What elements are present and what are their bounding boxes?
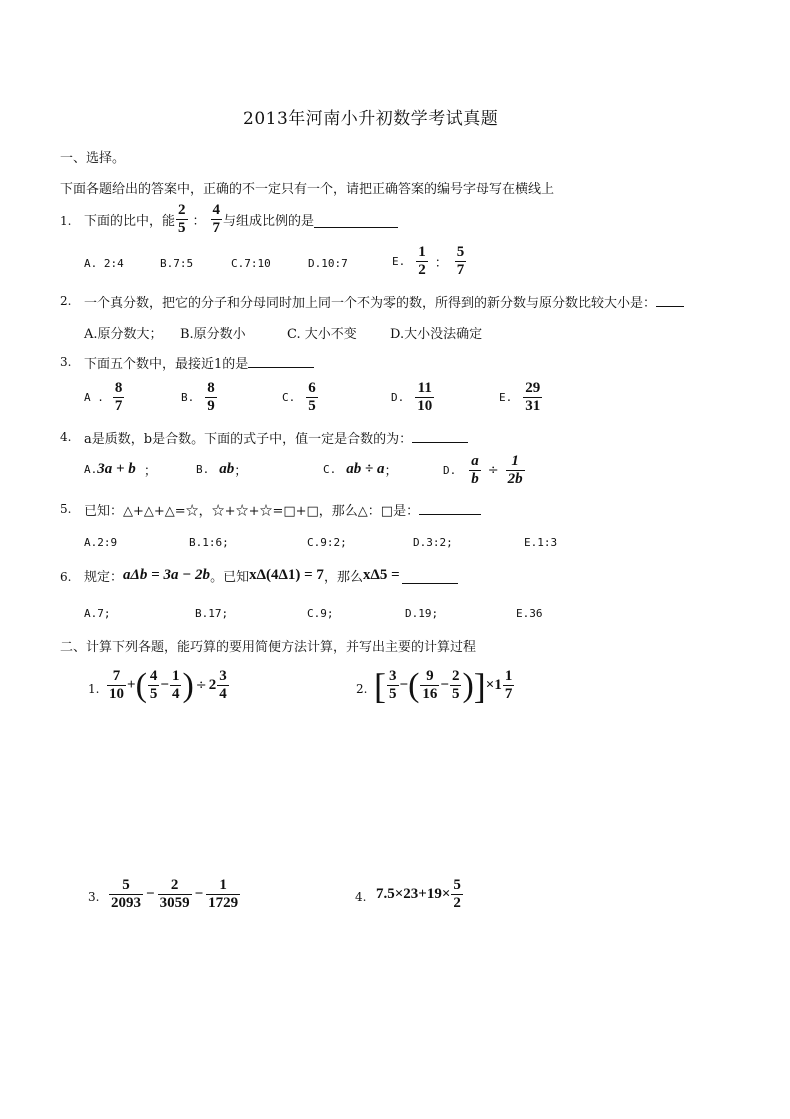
q1-stem-a: 下面的比中，能	[84, 214, 176, 229]
q4-option-a	[84, 460, 157, 479]
calc3-number: 3.	[88, 890, 100, 904]
calc2-lbracket: [	[374, 665, 386, 706]
q2-stem	[84, 292, 684, 311]
q5-answer-blank[interactable]	[419, 513, 481, 515]
q1-frac-a-den: 5	[178, 220, 186, 236]
calc3-frac-2	[158, 877, 192, 912]
q1-option-c: C.7:10	[231, 257, 271, 270]
q4-option-b-expr: ab	[219, 461, 235, 477]
q6-option-a: A.7;	[84, 607, 111, 620]
q1-option-d: D.10:7	[308, 257, 348, 270]
q6-stem-c: ，那么	[323, 570, 363, 585]
q1-stem-b: 与组成比例的是	[223, 214, 315, 229]
q3-option-c-label: C.	[282, 391, 296, 404]
calc1-minus: −	[160, 677, 169, 693]
q1-frac-a-num: 2	[178, 202, 186, 218]
calc2-rbracket: ]	[473, 665, 486, 706]
calc1-frac-1-num: 7	[112, 668, 121, 684]
q2-option-c: C. 大小不变	[287, 327, 357, 342]
section2-heading: 二、计算下列各题，能巧算的要用简便方法计算，并写出主要的计算过程	[60, 640, 477, 655]
calc3-expression	[108, 877, 241, 912]
q4-option-b-label: B.	[196, 463, 210, 476]
q3-option-d-frac	[415, 380, 434, 415]
q1-frac-b-num: 4	[212, 202, 221, 218]
q5-option-a: A.2:9	[84, 536, 118, 549]
q1-option-e-colon: ：	[434, 256, 448, 271]
calc1-frac-2	[148, 668, 160, 703]
calc2-minus-1: −	[399, 677, 409, 693]
q3-option-d	[391, 380, 435, 415]
q4-option-d	[443, 453, 526, 488]
calc4-expression	[376, 877, 464, 912]
q3-option-b-num: 8	[207, 380, 215, 396]
q3-option-e	[499, 380, 543, 415]
calc1-frac-4-den: 4	[219, 686, 227, 702]
q3-option-b-label: B.	[181, 391, 195, 404]
q4-option-d-frac-a	[469, 453, 481, 488]
calc1-frac-3-den: 4	[171, 686, 180, 702]
calc2-frac-3	[450, 668, 462, 703]
q3-stem	[84, 353, 314, 372]
calc2-frac-4-num: 1	[504, 668, 513, 684]
q2-answer-blank[interactable]	[656, 305, 684, 307]
q5-option-c: C.9:2;	[307, 536, 347, 549]
calc1-frac-3	[170, 668, 182, 703]
calc3-frac-3	[206, 877, 240, 912]
q4-option-b-tail: ；	[234, 464, 248, 479]
q1-option-e-frac-b	[455, 244, 467, 279]
calc2-frac-2-num: 9	[426, 668, 434, 684]
q3-option-d-den: 10	[417, 398, 433, 414]
q5-stem	[84, 500, 481, 519]
calc2-expression	[374, 665, 515, 706]
q3-option-a-num: 8	[114, 380, 123, 396]
q1-option-e-frac-b-den: 7	[456, 262, 465, 278]
q1-option-e-frac-a	[416, 244, 428, 279]
calc4-frac	[451, 877, 463, 912]
q2-option-a: A.原分数大；	[84, 327, 163, 342]
calc3-minus-2: −	[194, 886, 204, 902]
calc1-expression	[106, 668, 230, 703]
calc2-lparen: (	[408, 666, 420, 704]
q3-option-c	[282, 380, 319, 415]
q4-option-b	[196, 460, 247, 479]
q1-stem	[84, 202, 398, 237]
q3-answer-blank[interactable]	[248, 366, 314, 368]
q4-option-d-label: D.	[443, 464, 457, 477]
calc3-frac-3-den: 1729	[208, 895, 239, 911]
calc1-lparen: (	[135, 666, 147, 704]
q2-number: 2.	[60, 294, 72, 308]
q4-number: 4.	[60, 430, 72, 444]
q6-stem-a: 规定：	[84, 570, 124, 585]
q5-option-b: B.1:6;	[189, 536, 229, 549]
calc2-whole: 1	[494, 677, 502, 693]
q6-ask: xΔ5 =	[362, 567, 400, 583]
calc2-minus-2: −	[440, 677, 449, 693]
calc1-plus: +	[127, 677, 136, 693]
q4-option-a-tail: ；	[143, 464, 157, 479]
q1-option-a: A. 2:4	[84, 257, 124, 270]
calc3-frac-1	[109, 877, 143, 912]
q3-option-b	[181, 380, 218, 415]
calc1-frac-4	[217, 668, 229, 703]
q6-option-e: E.36	[516, 607, 543, 620]
calc1-frac-2-den: 5	[149, 686, 158, 702]
calc1-div: ÷	[195, 678, 207, 693]
q1-option-e-frac-b-num: 5	[456, 244, 465, 260]
calc3-frac-2-den: 3059	[159, 895, 190, 911]
q3-option-d-label: D.	[391, 391, 405, 404]
calc1-frac-4-num: 3	[219, 668, 227, 684]
q6-option-b: B.17;	[195, 607, 229, 620]
calc2-frac-1	[387, 668, 399, 703]
calc4-expr: 7.5×23+19×	[376, 886, 451, 902]
q1-frac-b	[211, 202, 223, 237]
q4-option-a-expr: 3a + b	[97, 461, 136, 477]
q5-option-e: E.1:3	[524, 536, 558, 549]
q1-colon: ：	[192, 214, 206, 229]
q4-option-c	[323, 460, 398, 479]
q3-option-c-frac	[306, 380, 318, 415]
calc3-frac-1-den: 2093	[111, 895, 141, 911]
calc4-frac-den: 2	[453, 895, 461, 911]
q1-option-e-frac-a-den: 2	[418, 262, 426, 278]
q6-option-c: C.9;	[307, 607, 334, 620]
q3-option-e-num: 29	[525, 380, 541, 396]
calc3-frac-2-num: 2	[170, 877, 179, 893]
calc2-frac-3-den: 5	[451, 686, 460, 702]
q3-option-e-label: E.	[499, 391, 513, 404]
calc1-frac-1	[107, 668, 126, 703]
q1-option-e-label: E.	[392, 255, 406, 268]
q4-option-c-expr: ab ÷ a	[346, 461, 385, 477]
q3-option-b-frac	[205, 380, 217, 415]
calc2-frac-2-den: 16	[422, 686, 438, 702]
q3-option-e-frac	[523, 380, 542, 415]
q6-option-d: D.19;	[405, 607, 439, 620]
q4-stem-text: a是质数，b是合数。下面的式子中，值一定是合数的为：	[84, 432, 413, 447]
q3-option-a	[84, 380, 125, 415]
calc2-rparen: )	[462, 666, 474, 704]
q3-option-a-label: A .	[84, 391, 104, 404]
calc3-frac-3-num: 1	[219, 877, 227, 893]
q4-option-a-label: A.	[84, 463, 98, 476]
q4-stem	[84, 428, 468, 447]
q2-option-d: D.大小没法确定	[390, 327, 483, 342]
q2-stem-text: 一个真分数，把它的分子和分母同时加上同一个不为零的数，所得到的新分数与原分数比较大小是：	[84, 296, 657, 311]
calc2-frac-3-num: 2	[451, 668, 460, 684]
q4-option-c-tail: ；	[384, 464, 398, 479]
q4-option-d-frac-b-num: 1	[511, 453, 519, 469]
calc1-whole: 2	[208, 677, 217, 693]
calc2-frac-1-den: 5	[389, 686, 397, 702]
calc2-frac-1-num: 3	[389, 668, 397, 684]
section1-heading: 一、选择。	[60, 151, 126, 166]
calc1-number: 1.	[88, 682, 100, 696]
q3-option-c-num: 6	[308, 380, 316, 396]
q6-given: xΔ(4Δ1) = 7	[249, 567, 324, 583]
calc4-number: 4.	[355, 890, 367, 904]
q3-option-a-frac	[113, 380, 125, 415]
calc3-frac-1-num: 5	[122, 877, 130, 893]
calc2-number: 2.	[356, 682, 368, 696]
q4-option-c-label: C.	[323, 463, 337, 476]
q3-option-b-den: 9	[207, 398, 215, 414]
q4-option-d-frac-a-num: a	[471, 453, 479, 469]
q6-definition: aΔb = 3a − 2b	[123, 567, 211, 583]
q1-frac-a	[176, 202, 188, 237]
q3-number: 3.	[60, 355, 72, 369]
calc1-rparen: )	[182, 666, 194, 704]
q2-option-b: B.原分数小	[180, 327, 246, 342]
q3-option-d-num: 11	[417, 380, 432, 396]
q6-number: 6.	[60, 570, 72, 584]
calc4-frac-num: 5	[453, 877, 461, 893]
q1-frac-b-den: 7	[212, 220, 221, 236]
q6-answer-blank[interactable]	[402, 582, 458, 584]
q6-stem	[84, 566, 458, 585]
q3-stem-text: 下面五个数中，最接近1的是	[84, 357, 249, 372]
calc2-times: ×	[485, 677, 495, 693]
q1-number: 1.	[60, 214, 72, 228]
q4-option-d-frac-b	[506, 453, 525, 488]
calc2-frac-2	[420, 668, 439, 703]
calc1-frac-3-num: 1	[171, 668, 180, 684]
q6-stem-b: 。已知	[210, 570, 250, 585]
page-title: 2013年河南小升初数学考试真题	[243, 109, 499, 129]
q3-option-e-den: 31	[525, 398, 541, 414]
calc1-frac-2-num: 4	[149, 668, 158, 684]
q4-answer-blank[interactable]	[412, 441, 468, 443]
q4-option-d-div: ÷	[487, 463, 499, 478]
q4-option-d-frac-a-den: b	[471, 471, 479, 487]
q1-option-e	[392, 244, 467, 279]
q1-option-e-frac-a-num: 1	[418, 244, 426, 260]
q1-option-b: B.7:5	[160, 257, 194, 270]
q3-option-a-den: 7	[114, 398, 123, 414]
q4-option-d-frac-b-den: 2b	[507, 471, 523, 487]
calc2-frac-4	[503, 668, 515, 703]
q3-option-c-den: 5	[308, 398, 316, 414]
q1-answer-blank[interactable]	[314, 226, 398, 228]
section1-instruction: 下面各题给出的答案中，正确的不一定只有一个，请把正确答案的编号字母写在横线上	[60, 182, 555, 197]
q5-option-d: D.3:2;	[413, 536, 453, 549]
calc3-minus-1: −	[146, 886, 155, 902]
q5-stem-text: 已知：△+△+△=☆，☆+☆+☆=□+□，那么△：□是：	[84, 504, 420, 519]
calc2-frac-4-den: 7	[504, 686, 513, 702]
q5-number: 5.	[60, 502, 72, 516]
calc1-frac-1-den: 10	[109, 686, 124, 702]
